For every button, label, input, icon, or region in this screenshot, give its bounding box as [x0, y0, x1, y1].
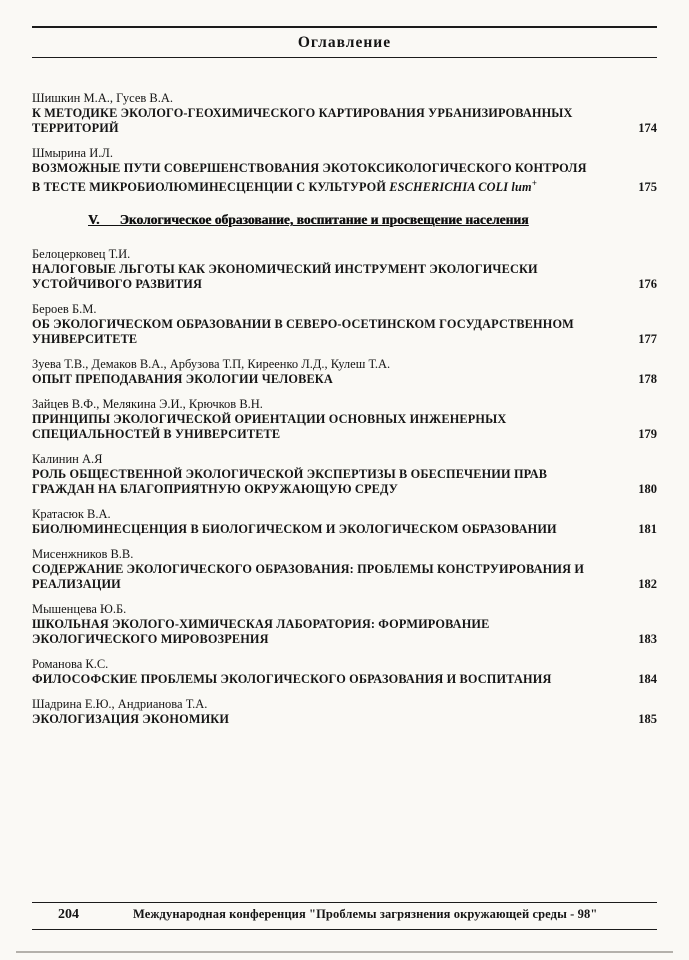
toc-entry-text	[32, 547, 596, 592]
entry-page-number: 179	[638, 426, 657, 441]
toc-entry-text	[32, 602, 596, 647]
entry-authors: Кратасюк В.А.	[32, 506, 111, 521]
section-heading-text: V. Экологическое образование, воспитание и просвещение населения	[88, 212, 529, 228]
toc-entry-text	[32, 357, 596, 387]
entry-authors: Зуева Т.В., Демаков В.А., Арбузова Т.П, Киреенко Л.Д., Кулеш Т.А.	[32, 356, 391, 371]
toc-entry-text	[32, 452, 596, 497]
entry-title: БИОЛЮМИНЕСЦЕНЦИЯ В БИОЛОГИЧЕСКОМ И ЭКОЛОГИЧЕСКОМ ОБРАЗОВАНИИ	[32, 521, 557, 536]
entry-authors: Шишкин М.А., Гусев В.А.	[32, 91, 174, 105]
toc-entry	[32, 146, 657, 195]
entry-page-number: 182	[638, 576, 657, 591]
entry-authors: Романова К.С.	[32, 656, 109, 671]
toc-entry	[32, 247, 657, 292]
entry-authors: Зайцев В.Ф., Мелякина Э.И., Крючков В.Н.	[32, 396, 263, 411]
entry-authors: Белоцерковец Т.И.	[32, 246, 131, 261]
page-footer	[32, 902, 657, 930]
entry-title: ПРИНЦИПЫ ЭКОЛОГИЧЕСКОЙ ОРИЕНТАЦИИ ОСНОВНЫХ ИНЖЕНЕРНЫХ СПЕЦИАЛЬНОСТЕЙ В УНИВЕРСИТЕТЕ	[32, 411, 507, 441]
entry-page-number: 180	[638, 481, 657, 496]
scan-page-edge	[16, 951, 673, 953]
toc-entry-text	[32, 697, 596, 727]
footer-conference-title: Международная конференция "Проблемы загрязнения окружающей среды - 98"	[133, 907, 598, 921]
toc-entry-text	[32, 247, 596, 292]
section-heading	[88, 211, 603, 229]
entry-title: К МЕТОДИКЕ ЭКОЛОГО-ГЕОХИМИЧЕСКОГО КАРТИРОВАНИЯ УРБАНИЗИРОВАННЫХ ТЕРРИТОРИЙ	[32, 106, 573, 135]
toc-entry	[32, 302, 657, 347]
toc-entry-text	[32, 146, 596, 195]
toc-entry	[32, 397, 657, 442]
toc-entry-text	[32, 507, 596, 537]
entry-page-number: 178	[638, 371, 657, 386]
entry-title: ОБ ЭКОЛОГИЧЕСКОМ ОБРАЗОВАНИИ В СЕВЕРО-ОСЕТИНСКОМ ГОСУДАРСТВЕННОМ УНИВЕРСИТЕТЕ	[32, 316, 574, 346]
entry-page-number: 177	[638, 331, 657, 346]
entry-page-number: 176	[638, 276, 657, 291]
entry-authors: Бероев Б.М.	[32, 301, 97, 316]
entry-title: РОЛЬ ОБЩЕСТВЕННОЙ ЭКОЛОГИЧЕСКОЙ ЭКСПЕРТИЗЫ В ОБЕСПЕЧЕНИИ ПРАВ ГРАЖДАН НА БЛАГОПРИЯТНУЮ ОКРУЖАЮЩУЮ СРЕДУ	[32, 466, 548, 496]
toc-entry	[32, 91, 657, 136]
entry-title: ШКОЛЬНАЯ ЭКОЛОГО-ХИМИЧЕСКАЯ ЛАБОРАТОРИЯ: ФОРМИРОВАНИЕ ЭКОЛОГИЧЕСКОГО МИРОВОЗРЕНИЯ	[32, 616, 490, 646]
toc-entry	[32, 357, 657, 387]
entry-authors: Мисенжников В.В.	[32, 546, 134, 561]
entry-title: ФИЛОСОФСКИЕ ПРОБЛЕМЫ ЭКОЛОГИЧЕСКОГО ОБРАЗОВАНИЯ И ВОСПИТАНИЯ	[32, 671, 552, 686]
entry-title: ВОЗМОЖНЫЕ ПУТИ СОВЕРШЕНСТВОВАНИЯ ЭКОТОКСИКОЛОГИЧЕСКОГО КОНТРОЛЯ В ТЕСТЕ МИКРОБИОЛЮМИНЕСЦЕНЦИИ С КУЛЬТУРОЙ ESCHERICHIA COLI lum+	[32, 161, 587, 195]
entry-authors: Шмырина И.Л.	[32, 146, 113, 160]
entry-page-number: 175	[638, 180, 657, 195]
footer-page-number: 204	[58, 907, 79, 922]
entry-authors: Шадрина Е.Ю., Андрианова Т.А.	[32, 696, 208, 711]
toc-entry	[32, 602, 657, 647]
entry-page-number: 181	[638, 521, 657, 536]
entry-page-number: 183	[638, 631, 657, 646]
entry-page-number: 185	[638, 711, 657, 726]
toc-entry	[32, 697, 657, 727]
entry-page-number: 184	[638, 671, 657, 686]
entry-title: СОДЕРЖАНИЕ ЭКОЛОГИЧЕСКОГО ОБРАЗОВАНИЯ: ПРОБЛЕМЫ КОНСТРУИРОВАНИЯ И РЕАЛИЗАЦИИ	[32, 561, 585, 591]
entry-authors: Мышенцева Ю.Б.	[32, 601, 127, 616]
toc-entry-text	[32, 91, 596, 136]
toc-entry-text	[32, 302, 596, 347]
toc-list	[32, 91, 657, 727]
entry-page-number: 174	[638, 121, 657, 135]
header-rule-bottom	[32, 57, 657, 58]
toc-entry	[32, 452, 657, 497]
toc-entry	[32, 507, 657, 537]
toc-entry	[32, 657, 657, 687]
entry-authors: Калинин А.Я	[32, 451, 103, 466]
toc-entry-text	[32, 397, 596, 442]
entry-title-italic: ESCHERICHIA COLI lum+	[389, 178, 537, 195]
entry-title: ОПЫТ ПРЕПОДАВАНИЯ ЭКОЛОГИИ ЧЕЛОВЕКА	[32, 371, 333, 386]
entry-title: ЭКОЛОГИЗАЦИЯ ЭКОНОМИКИ	[32, 711, 230, 726]
page-title: Оглавление	[297, 34, 392, 51]
toc-entry-text	[32, 657, 596, 687]
entry-title: НАЛОГОВЫЕ ЛЬГОТЫ КАК ЭКОНОМИЧЕСКИЙ ИНСТРУМЕНТ ЭКОЛОГИЧЕСКИ УСТОЙЧИВОГО РАЗВИТИЯ	[32, 261, 538, 291]
toc-entry	[32, 547, 657, 592]
